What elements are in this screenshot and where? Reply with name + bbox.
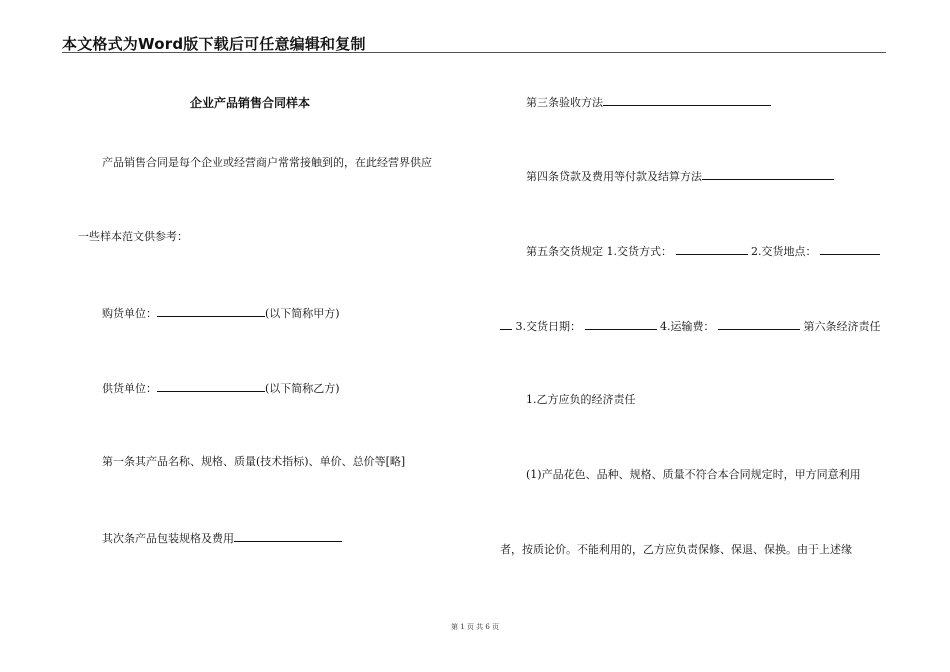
delivery-date-blank xyxy=(585,318,657,330)
document-title: 企业产品销售合同样本 xyxy=(190,96,311,110)
seller-label: 供货单位： xyxy=(102,382,157,395)
freight-blank xyxy=(718,318,800,330)
article-3-blank xyxy=(603,94,771,106)
seller-blank xyxy=(157,380,265,392)
article-1: 第一条其产品名称、规格、质量(技术指标)、单价、总价等[略] xyxy=(102,455,406,468)
page-header-title: 本文格式为Word版下载后可任意编辑和复制 xyxy=(62,35,366,53)
buyer-blank xyxy=(157,305,265,317)
article-5-b: 2.交货地点： xyxy=(751,245,817,258)
article-2: 其次条产品包装规格及费用 xyxy=(102,532,234,545)
seller-line xyxy=(102,380,340,396)
buyer-suffix: (以下简称甲方) xyxy=(265,307,340,320)
delivery-method-blank xyxy=(676,243,748,255)
article-5-d: 4.运输费： xyxy=(660,320,715,333)
responsibility-item-1: (1)产品花色、品种、规格、质量不符合本合同规定时，甲方同意利用 xyxy=(526,468,861,481)
buyer-line xyxy=(102,305,340,321)
article-4-blank xyxy=(702,168,834,180)
header-divider xyxy=(62,52,886,53)
article-5-a: 第五条交货规定 1.交货方式： xyxy=(526,245,672,258)
intro-line-1: 产品销售合同是每个企业或经营商户常常接触到的，在此经营界供应 xyxy=(102,156,432,169)
article-5-line-2 xyxy=(500,318,881,334)
buyer-label: 购货单位： xyxy=(102,307,157,320)
intro-line-2: 一些样本范文供参考： xyxy=(78,230,188,243)
article-5-c: 3.交货日期： xyxy=(515,320,581,333)
article-3-line xyxy=(526,94,771,110)
article-2-blank xyxy=(234,530,342,542)
responsibility-item-1-cont: 者，按质论价。不能利用的，乙方应负责保修、保退、保换。由于上述缘 xyxy=(500,543,852,556)
seller-suffix: (以下简称乙方) xyxy=(265,382,340,395)
delivery-place-blank xyxy=(820,243,880,255)
responsibility-title: 1.乙方应负的经济责任 xyxy=(526,393,636,406)
article-3: 第三条验收方法 xyxy=(526,96,603,109)
article-5-line-1 xyxy=(526,243,880,259)
article-2-line xyxy=(102,530,342,546)
article-6: 第六条经济责任 xyxy=(803,320,881,333)
page-number: 第 1 页 共 6 页 xyxy=(450,623,500,631)
article-4: 第四条贷款及费用等付款及结算方法 xyxy=(526,170,702,183)
article-4-line xyxy=(526,168,834,184)
delivery-place-blank-cont xyxy=(500,318,512,330)
